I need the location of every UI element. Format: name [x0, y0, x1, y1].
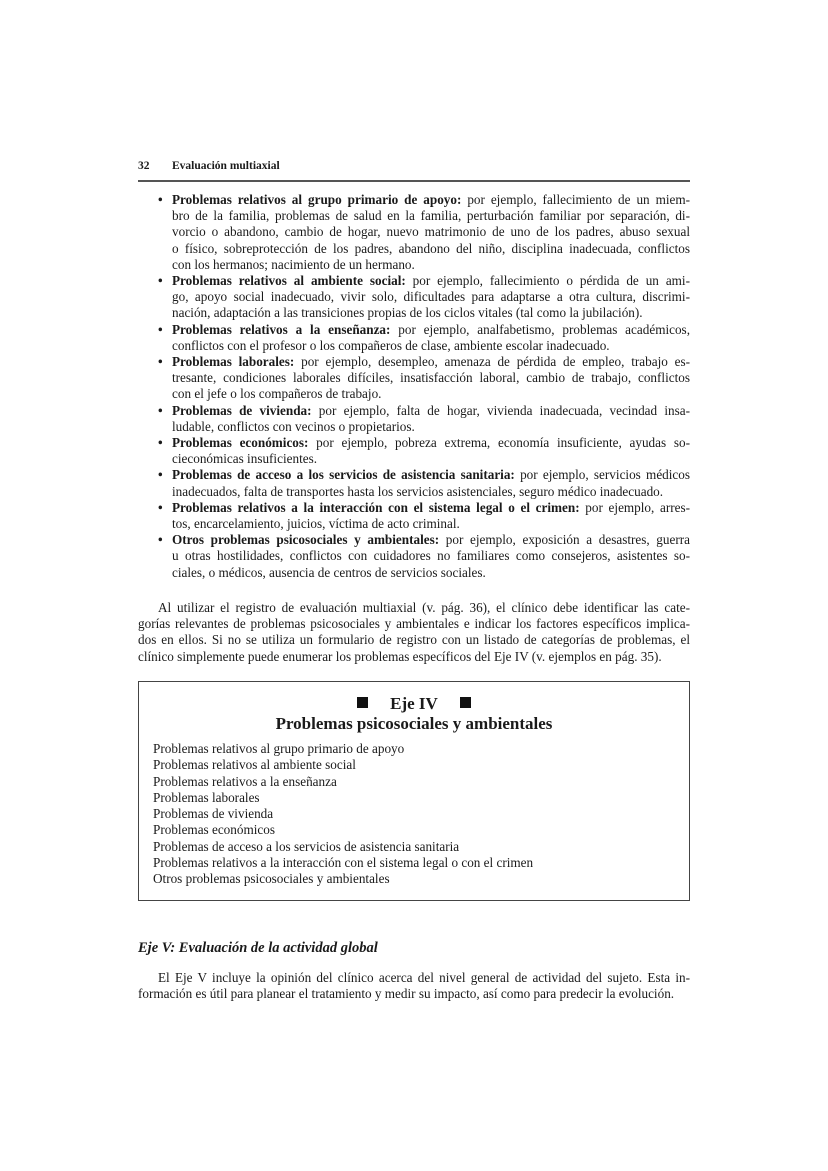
- list-item: [158, 435, 690, 467]
- section-heading: Eje V: Evaluación de la actividad global: [138, 940, 378, 956]
- bullet-term: Problemas relativos a la enseñanza:: [172, 321, 391, 337]
- bullet-text: ciales, o médicos, ausencia de centros de servicios sociales.: [172, 564, 486, 580]
- bullet-text: por ejemplo, analfabetismo, problemas académicos,: [390, 321, 690, 337]
- square-bullet-icon: [357, 697, 368, 708]
- bullet-term: Problemas económicos:: [172, 435, 309, 451]
- problem-categories-list: [158, 192, 690, 581]
- paragraph-line: El Eje V incluye la opinión del clínico acerca del nivel general de actividad del sujeto. Esta in-: [158, 970, 690, 985]
- bullet-term: Problemas de acceso a los servicios de asistencia sanitaria:: [172, 467, 515, 483]
- bullet-icon: •: [158, 402, 163, 418]
- bullet-term: Problemas relativos a la interacción con el sistema legal o el crimen:: [172, 499, 580, 515]
- axis-label: Eje IV: [390, 694, 438, 713]
- bullet-text: por ejemplo, servicios médicos: [514, 467, 691, 483]
- bullet-text: por ejemplo, fallecimiento o pérdida de un ami-: [405, 273, 690, 289]
- bullet-icon: •: [158, 354, 163, 370]
- bullet-text: u otras hostilidades, conflictos con cuidadores no familiares como consejeros, asistentes so-: [172, 548, 690, 564]
- bullet-text: inadecuados, falta de transportes hasta los servicios asistenciales, seguro médico inadecuado.: [172, 483, 664, 499]
- box-subtitle: Problemas psicosociales y ambientales: [275, 714, 553, 733]
- eje-iv-box: [138, 681, 690, 901]
- bullet-text: con el jefe o los compañeros de trabajo.: [172, 386, 382, 402]
- bullet-text: tos, encarcelamiento, juicios, víctima de acto criminal.: [172, 516, 460, 532]
- bullet-term: Otros problemas psicosociales y ambientales:: [172, 532, 440, 548]
- list-item: Problemas de vivienda: [153, 806, 274, 822]
- list-item: Otros problemas psicosociales y ambientales: [153, 871, 390, 887]
- bullet-icon: •: [158, 532, 163, 548]
- list-item: [158, 354, 690, 403]
- page-number: 32: [138, 160, 150, 172]
- square-bullet-icon: [460, 697, 471, 708]
- eje-v-paragraph: [138, 970, 690, 1002]
- bullet-text: conflictos con el profesor o los compañeros de clase, ambiente escolar inadecuado.: [172, 337, 610, 353]
- bullet-term: Problemas laborales:: [172, 354, 295, 370]
- list-item: Problemas laborales: [153, 789, 260, 805]
- list-item: Problemas económicos: [153, 822, 275, 838]
- list-item: [158, 532, 690, 581]
- eje-iv-category-list: [153, 741, 533, 888]
- running-header: [138, 160, 690, 178]
- bullet-term: Problemas relativos al ambiente social:: [172, 273, 406, 289]
- bullet-text: ludable, conflictos con vecinos o propietarios.: [172, 418, 415, 434]
- bullet-text: bro de la familia, problemas de salud en la familia, perturbación familiar por separación, di-: [172, 208, 690, 224]
- bullet-text: por ejemplo, falta de hogar, vivienda inadecuada, vecindad insa-: [311, 402, 690, 418]
- bullet-icon: •: [158, 321, 163, 337]
- list-item: [158, 273, 690, 322]
- list-item: [158, 322, 690, 354]
- bullet-text: por ejemplo, exposición a desastres, guerra: [439, 532, 690, 548]
- list-item: Problemas de acceso a los servicios de asistencia sanitaria: [153, 838, 460, 854]
- bullet-text: go, apoyo social inadecuado, vivir solo, dificultades para adaptarse a otra cultura, discrimi-: [172, 289, 690, 305]
- bullet-icon: •: [158, 499, 163, 515]
- paragraph-line: dos en ellos. Si no se utiliza un formulario de registro con un listado de categorías de problemas, el: [138, 632, 690, 648]
- list-item: [158, 467, 690, 499]
- list-item: Problemas relativos a la enseñanza: [153, 773, 337, 789]
- paragraph-line: Al utilizar el registro de evaluación multiaxial (v. pág. 36), el clínico debe identificar las cate-: [158, 600, 690, 615]
- bullet-text: por ejemplo, fallecimiento de un miem-: [461, 192, 690, 207]
- running-title: Evaluación multiaxial: [172, 160, 280, 172]
- list-item: Problemas relativos al grupo primario de apoyo: [153, 741, 405, 756]
- bullet-icon: •: [158, 192, 163, 207]
- paragraph-line: gorías relevantes de problemas psicosociales y ambientales e indicar los factores específicos implica-: [138, 616, 690, 632]
- bullet-text: vorcio o abandono, cambio de hogar, nuevo matrimonio de uno de los padres, abuso sexual: [172, 224, 690, 240]
- paragraph-line: formación es útil para planear el tratamiento y medir su impacto, así como para predecir la evolución.: [138, 986, 675, 1002]
- list-item: [158, 500, 690, 532]
- bullet-text: cieconómicas insuficientes.: [172, 451, 318, 467]
- header-rule: [138, 180, 690, 182]
- list-item: [158, 192, 690, 273]
- bullet-text: por ejemplo, pobreza extrema, economía insuficiente, ayudas so-: [308, 435, 690, 451]
- list-item: Problemas relativos al ambiente social: [153, 757, 356, 773]
- bullet-text: con los hermanos; nacimiento de un hermano.: [172, 256, 415, 272]
- bullet-text: nación, adaptación a las transiciones propias de los ciclos vitales (tal como la jubilación).: [172, 305, 643, 321]
- bullet-icon: •: [158, 435, 163, 451]
- list-item: [158, 403, 690, 435]
- bullet-icon: •: [158, 273, 163, 289]
- list-item: Problemas relativos a la interacción con el sistema legal o con el crimen: [153, 855, 534, 871]
- paragraph-line: clínico simplemente puede enumerar los problemas específicos del Eje IV (v. ejemplos en pág. 35).: [138, 648, 662, 664]
- bullet-text: tresante, condiciones laborales difíciles, insatisfacción laboral, cambio de trabajo, conflictos: [172, 370, 690, 386]
- bullet-term: Problemas de vivienda:: [172, 402, 312, 418]
- bullet-icon: •: [158, 467, 163, 483]
- registro-paragraph: [138, 600, 690, 665]
- bullet-text: o físico, sobreprotección de los padres, abandono del niño, disciplina inadecuada, conflictos: [172, 240, 690, 256]
- bullet-term: Problemas relativos al grupo primario de apoyo:: [172, 192, 462, 207]
- bullet-text: por ejemplo, arres-: [579, 499, 691, 515]
- box-heading: [139, 694, 689, 734]
- bullet-text: por ejemplo, desempleo, amenaza de pérdida de empleo, trabajo es-: [294, 354, 690, 370]
